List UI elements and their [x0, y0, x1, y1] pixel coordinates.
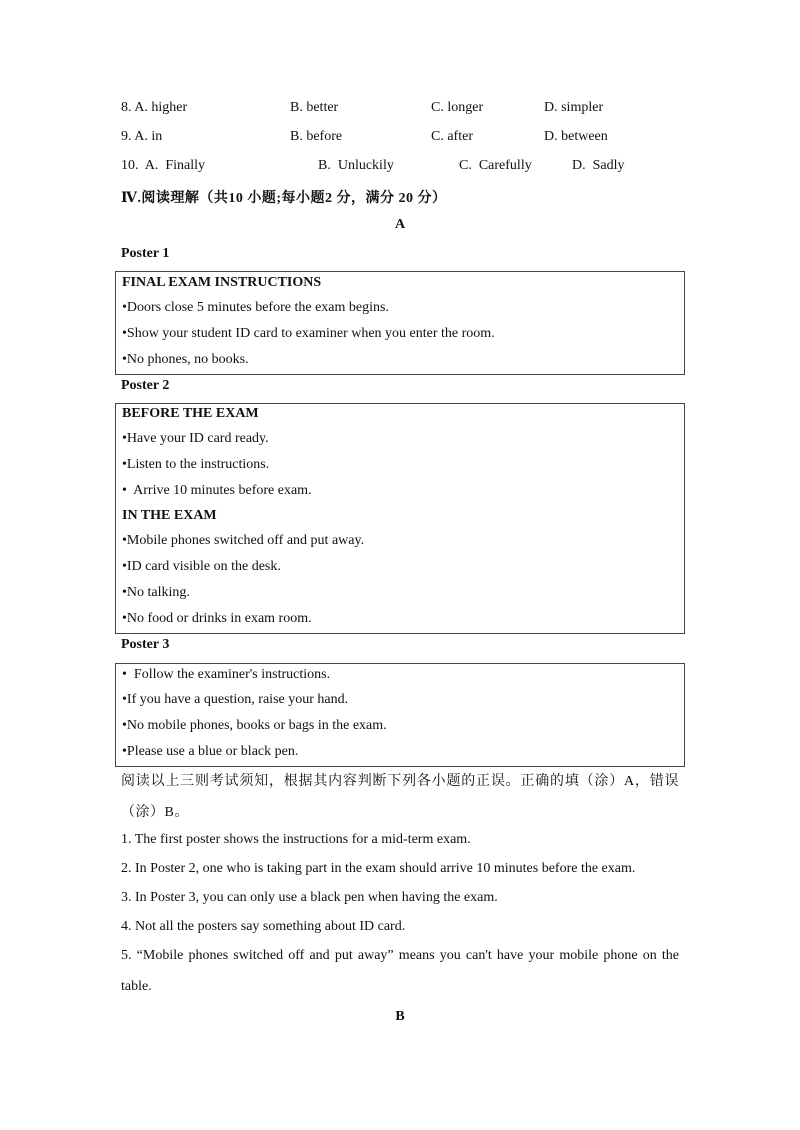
- question-5-line-1: 5. “Mobile phones switched off and put away” means you can't have your mobile phone on the: [121, 948, 679, 963]
- section-title: Ⅳ.阅读理解（共10 小题;每小题2 分，满分 20 分）: [121, 191, 447, 206]
- poster-1-label: Poster 1: [121, 246, 170, 261]
- instruction-line-1: 阅读以上三则考试须知，根据其内容判断下列各小题的正误。正确的填（涂）A，错误: [121, 774, 679, 789]
- poster-3-item: •Please use a blue or black pen.: [122, 744, 299, 759]
- poster-3-box: [115, 663, 685, 767]
- poster-2-box: [115, 403, 685, 634]
- part-a-heading: A: [394, 217, 406, 232]
- poster-2-heading-before: BEFORE THE EXAM: [122, 406, 259, 421]
- poster-1-heading: FINAL EXAM INSTRUCTIONS: [122, 275, 322, 290]
- poster-2-item: •ID card visible on the desk.: [122, 559, 281, 574]
- poster-2-item: •Listen to the instructions.: [122, 457, 270, 472]
- question-1: 1. The first poster shows the instructions for a mid-term exam.: [121, 832, 471, 847]
- poster-2-heading-in: IN THE EXAM: [122, 508, 217, 523]
- poster-1-item: •Doors close 5 minutes before the exam begins.: [122, 300, 389, 315]
- choice-9-c: C. after: [431, 129, 473, 144]
- choice-10-b: B. Unluckily: [318, 158, 394, 173]
- choice-8-b: B. better: [290, 100, 339, 115]
- poster-3-item: •If you have a question, raise your hand.: [122, 692, 349, 707]
- poster-2-item: •Have your ID card ready.: [122, 431, 269, 446]
- question-4: 4. Not all the posters say something about ID card.: [121, 919, 406, 934]
- choice-9-b: B. before: [290, 129, 343, 144]
- poster-3-item: • Follow the examiner's instructions.: [122, 667, 331, 682]
- instruction-line-2: （涂）B。: [121, 805, 189, 820]
- choice-8-d: D. simpler: [544, 100, 604, 115]
- question-3: 3. In Poster 3, you can only use a black pen when having the exam.: [121, 890, 498, 905]
- choice-10-c: C. Carefully: [459, 158, 532, 173]
- choice-9-a: 9. A. in: [121, 129, 163, 144]
- poster-1-box: [115, 271, 685, 375]
- part-b-heading: B: [395, 1009, 405, 1024]
- question-5-line-2: table.: [121, 979, 152, 994]
- choice-10-a: 10. A. Finally: [121, 158, 206, 173]
- choice-9-d: D. between: [544, 129, 608, 144]
- poster-1-item: •Show your student ID card to examiner when you enter the room.: [122, 326, 495, 341]
- poster-2-item: •No food or drinks in exam room.: [122, 611, 312, 626]
- poster-2-label: Poster 2: [121, 378, 170, 393]
- poster-3-label: Poster 3: [121, 637, 170, 652]
- poster-2-item: •Mobile phones switched off and put away.: [122, 533, 365, 548]
- poster-3-item: •No mobile phones, books or bags in the exam.: [122, 718, 387, 733]
- choice-10-d: D. Sadly: [572, 158, 625, 173]
- choice-8-c: C. longer: [431, 100, 484, 115]
- question-2: 2. In Poster 2, one who is taking part in the exam should arrive 10 minutes before the exam.: [121, 861, 636, 876]
- poster-2-item: • Arrive 10 minutes before exam.: [122, 483, 312, 498]
- choice-8-a: 8. A. higher: [121, 100, 188, 115]
- poster-2-item: •No talking.: [122, 585, 190, 600]
- poster-1-item: •No phones, no books.: [122, 352, 249, 367]
